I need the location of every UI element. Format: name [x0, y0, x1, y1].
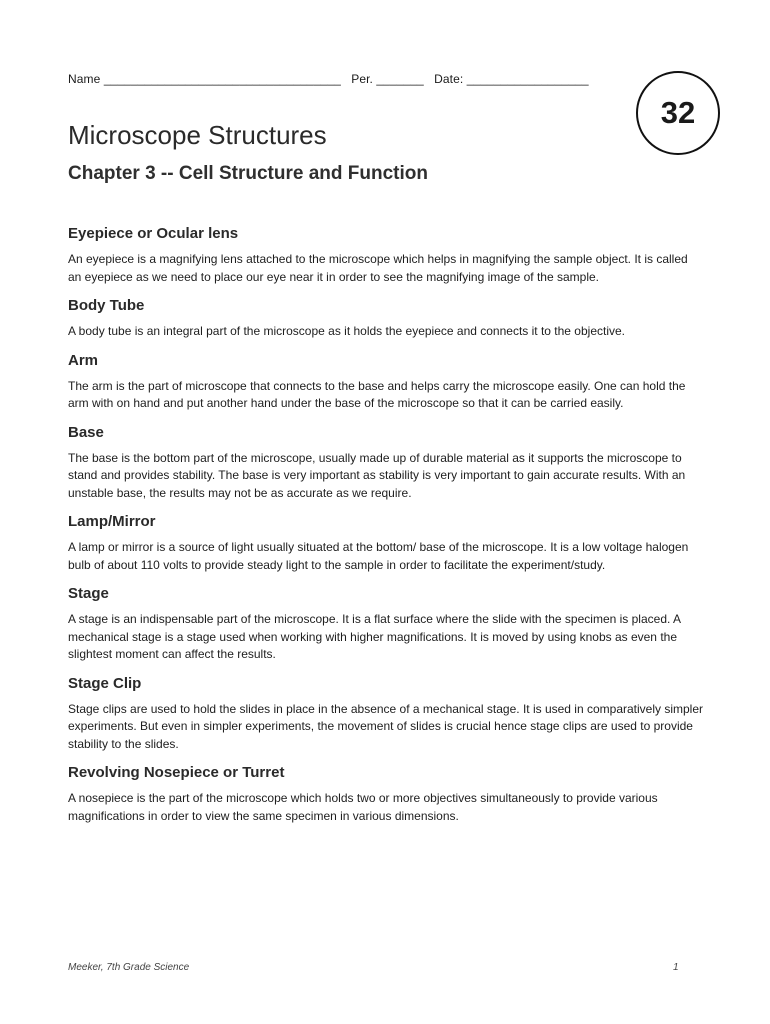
section-heading: Stage [68, 585, 109, 602]
section-heading: Revolving Nosepiece or Turret [68, 764, 285, 781]
badge-number: 32 [660, 95, 696, 130]
section-arm [68, 351, 704, 413]
section-stage-clip [68, 674, 704, 754]
section-text: A lamp or mirror is a source of light usually situated at the bottom/ base of the microscope. It is a low voltage halogen bulb of about 110 volts to provide steady light to the sample in order to facilitate the experiment/study. [68, 540, 689, 572]
section-lamp-mirror [68, 512, 704, 574]
section-stage [68, 584, 704, 664]
footer-page-number: 1 [673, 962, 679, 973]
student-info-line: Name ___________________________________ Per. _______ Date: __________________ [68, 72, 589, 86]
section-heading: Lamp/Mirror [68, 513, 156, 530]
section-heading: Stage Clip [68, 674, 142, 692]
section-text: Stage clips are used to hold the slides in place in the absence of a mechanical stage. It is used in comparatively simpler experiments. But even in simpler experiments, the movement of slides is crucial hence stage clips are used to provide stability to the slides. [68, 701, 704, 751]
section-nosepiece [68, 763, 704, 825]
section-heading: Base [68, 423, 104, 441]
section-text: A body tube is an integral part of the microscope as it holds the eyepiece and connects it to the objective. [68, 324, 626, 338]
section-heading: Body Tube [68, 297, 145, 314]
page-title: Microscope Structures [68, 120, 327, 150]
section-base [68, 423, 704, 503]
section-text: A nosepiece is the part of the microscope which holds two or more objectives simultaneously to provide various magnifications in order to view the same specimen in various dimensions. [68, 791, 658, 823]
section-text: An eyepiece is a magnifying lens attached to the microscope which helps in magnifying the sample object. It is called an eyepiece as we need to place our eye near it in order to see the magnifying image of the sample. [68, 252, 688, 284]
section-body-tube [68, 296, 704, 341]
section-heading: Eyepiece or Ocular lens [68, 225, 239, 242]
section-eyepiece [68, 224, 704, 286]
content-sections [68, 224, 704, 835]
section-heading: Arm [68, 351, 99, 369]
section-text: The base is the bottom part of the microscope, usually made up of durable material as it supports the microscope to stand and provides stability. The base is very important as stability is very important to gain accurate results. With an unstable base, the results may not be as accurate as we require. [68, 450, 686, 500]
section-text: The arm is the part of microscope that connects to the base and helps carry the microscope easily. One can hold the arm with on hand and put another hand under the base of the microscope so that it can be carried easily. [68, 378, 686, 410]
chapter-subtitle: Chapter 3 -- Cell Structure and Function [68, 163, 428, 184]
page-number-badge [636, 71, 720, 155]
section-text: A stage is an indispensable part of the microscope. It is a flat surface where the slide with the specimen is placed. A mechanical stage is a stage used when working with higher magnifications. It is moved by using knobs as even the slightest moment can affect the results. [68, 612, 681, 661]
footer-author: Meeker, 7th Grade Science [68, 962, 190, 973]
